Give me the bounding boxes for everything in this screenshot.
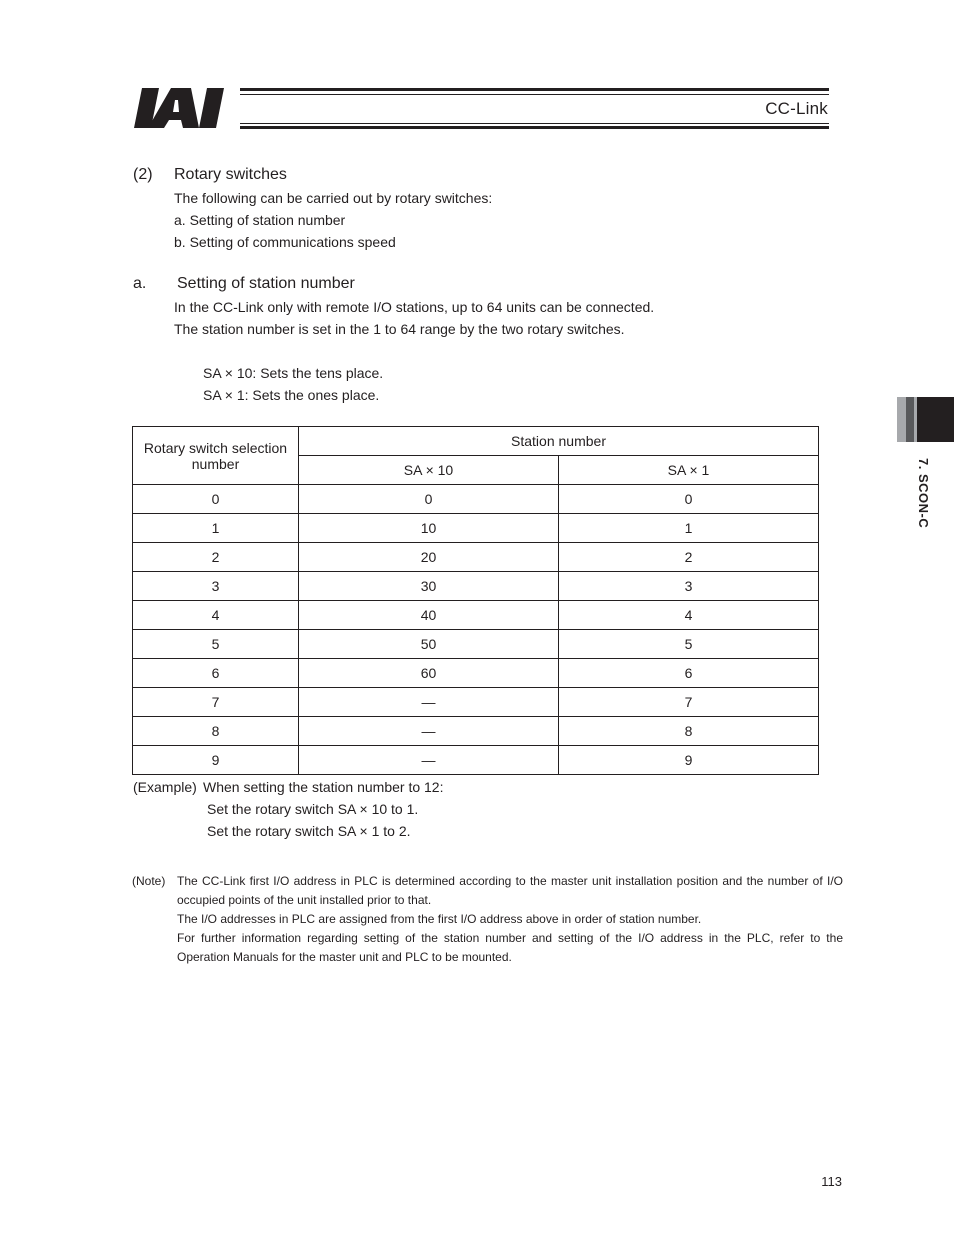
section-number: (2) [133, 166, 153, 183]
cell-sa1: 4 [559, 601, 819, 630]
column-header-sa10: SA × 10 [299, 456, 559, 485]
example-step: Set the rotary switch SA × 10 to 1. [207, 801, 419, 817]
cell-sa10: — [299, 717, 559, 746]
cell-sa10: — [299, 746, 559, 775]
chapter-label: 7. SCON-C [916, 458, 931, 529]
sa10-note: SA × 10: Sets the tens place. [203, 365, 384, 381]
cell-sa1: 5 [559, 630, 819, 659]
cell-sa1: 0 [559, 485, 819, 514]
subsection-title: Setting of station number [177, 275, 355, 292]
paragraph-line: The station number is set in the 1 to 64 range by the two rotary switches. [174, 321, 625, 337]
cell-sa10: — [299, 688, 559, 717]
cell-selection: 3 [133, 572, 299, 601]
cell-sa1: 8 [559, 717, 819, 746]
column-header-selection: Rotary switch selection number [133, 427, 299, 485]
station-number-table [132, 426, 819, 775]
cell-sa10: 10 [299, 514, 559, 543]
example-step: Set the rotary switch SA × 1 to 2. [207, 823, 411, 839]
column-group-header: Station number [299, 427, 819, 456]
cell-sa10: 0 [299, 485, 559, 514]
cell-sa1: 2 [559, 543, 819, 572]
column-header-sa1: SA × 1 [559, 456, 819, 485]
iai-logo [133, 86, 241, 130]
cell-sa10: 60 [299, 659, 559, 688]
cell-sa1: 1 [559, 514, 819, 543]
cell-selection: 4 [133, 601, 299, 630]
cell-sa1: 7 [559, 688, 819, 717]
table-row [133, 717, 819, 746]
cell-sa10: 50 [299, 630, 559, 659]
table-row [133, 543, 819, 572]
note-paragraph: The I/O addresses in PLC are assigned from the first I/O address above in order of station number. [177, 912, 702, 926]
header-rule [240, 88, 829, 130]
cell-selection: 9 [133, 746, 299, 775]
subsection-label: a. [133, 275, 147, 292]
cell-sa10: 30 [299, 572, 559, 601]
table-row [133, 630, 819, 659]
cell-selection: 8 [133, 717, 299, 746]
cell-selection: 0 [133, 485, 299, 514]
table-row [133, 601, 819, 630]
table-row [133, 659, 819, 688]
table-row [133, 572, 819, 601]
cell-selection: 2 [133, 543, 299, 572]
cell-sa1: 9 [559, 746, 819, 775]
cell-sa1: 3 [559, 572, 819, 601]
note-label: (Note) [132, 874, 166, 888]
cell-selection: 6 [133, 659, 299, 688]
page-number: 113 [821, 1174, 842, 1189]
example-label: (Example) [133, 779, 197, 795]
example-text: When setting the station number to 12: [203, 779, 444, 795]
section-title: Rotary switches [174, 166, 287, 183]
cell-sa10: 20 [299, 543, 559, 572]
cell-selection: 7 [133, 688, 299, 717]
note-paragraph: For further information regarding setting of the station number and setting of the I/O address in the PLC, refer to the Operation Manuals for the master unit and PLC to be mounted. [177, 931, 843, 964]
list-item-b: b. Setting of communications speed [174, 234, 396, 250]
cell-sa10: 40 [299, 601, 559, 630]
header-title: CC-Link [765, 99, 828, 118]
cell-selection: 1 [133, 514, 299, 543]
paragraph-line: In the CC-Link only with remote I/O stations, up to 64 units can be connected. [174, 299, 655, 315]
table-row [133, 485, 819, 514]
list-item-a: a. Setting of station number [174, 212, 346, 228]
note-paragraph: The CC-Link first I/O address in PLC is determined according to the master unit installation position and the number of I/O occupied points of the unit installed prior to that. [177, 874, 843, 907]
cell-selection: 5 [133, 630, 299, 659]
section-intro: The following can be carried out by rotary switches: [174, 190, 493, 206]
table-row [133, 746, 819, 775]
table-row [133, 514, 819, 543]
cell-sa1: 6 [559, 659, 819, 688]
chapter-tab [897, 397, 954, 442]
sa1-note: SA × 1: Sets the ones place. [203, 387, 380, 403]
table-row [133, 688, 819, 717]
